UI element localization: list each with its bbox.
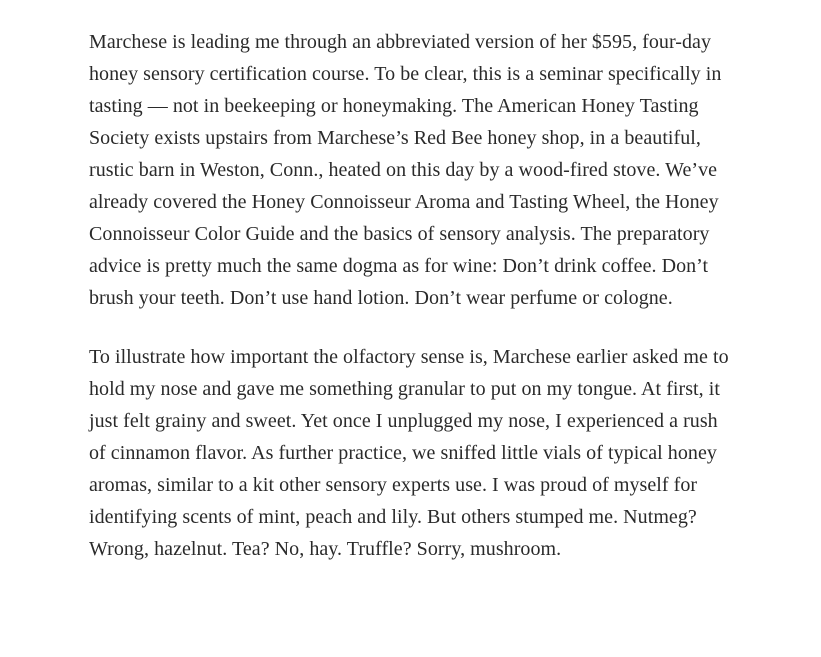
article-paragraph-2: To illustrate how important the olfactory sense is, Marchese earlier asked me to hold my nose and gave me something granular to put on my tongue. At first, it just felt grainy and sweet. Yet once I unplugged my nose, I experienced a rush of cinnamon flavor. As further practice, we sniffed little vials of typical honey aromas, similar to a kit other sensory experts use. I was proud of myself for identifying scents of mint, peach and lily. But others stumped me. Nutmeg? Wrong, hazelnut. Tea? No, hay. Truffle? Sorry, mushroom. bbox=[89, 346, 729, 560]
article-body bbox=[89, 26, 737, 592]
article-paragraph-1: Marchese is leading me through an abbreviated version of her $595, four-day honey sensory certification course. To be clear, this is a seminar specifically in tasting — not in beekeeping or honeymaking. The American Honey Tasting Society exists upstairs from Marchese’s Red Bee honey shop, in a beautiful, rustic barn in Weston, Conn., heated on this day by a wood-fired stove. We’ve already covered the Honey Connoisseur Aroma and Tasting Wheel, the Honey Connoisseur Color Guide and the basics of sensory analysis. The preparatory advice is pretty much the same dogma as for wine: Don’t drink coffee. Don’t brush your teeth. Don’t use hand lotion. Don’t wear perfume or cologne. bbox=[89, 31, 722, 309]
